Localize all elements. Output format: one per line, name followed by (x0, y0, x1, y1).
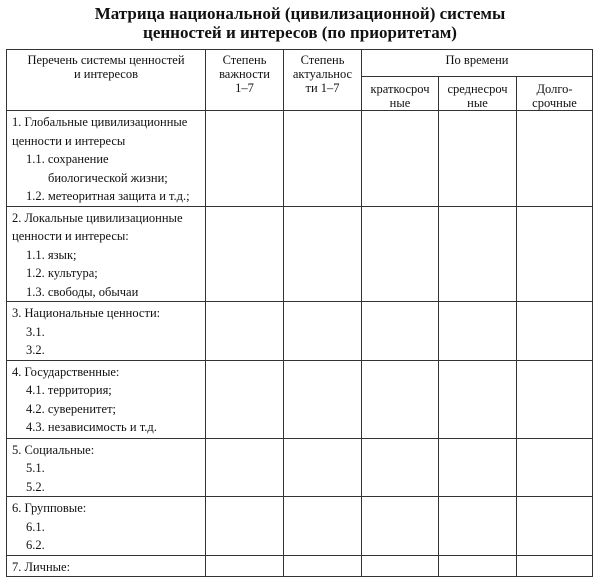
relevance-cell[interactable] (284, 206, 362, 302)
category-item: 3.2. (26, 343, 45, 357)
long-term-cell[interactable] (517, 111, 593, 207)
importance-cell[interactable] (206, 360, 284, 438)
long-term-cell[interactable] (517, 497, 593, 556)
category-item: 1.2. метеоритная защита и т.д.; (26, 189, 190, 203)
mid-term-cell[interactable] (439, 206, 517, 302)
category-item: 5.2. (26, 479, 45, 494)
importance-cell[interactable] (206, 206, 284, 302)
short-term-cell[interactable] (362, 555, 439, 577)
importance-cell[interactable] (206, 555, 284, 577)
category-item: биологической жизни; (48, 170, 168, 185)
category-title: 3. Национальные ценности: (12, 306, 161, 320)
long-term-cell[interactable] (517, 302, 593, 361)
header-long-term: Долго- срочные (517, 77, 593, 111)
category-item: 4.3. независимость и т.д. (26, 420, 157, 434)
mid-term-cell[interactable] (439, 555, 517, 577)
short-term-cell[interactable] (362, 360, 439, 438)
category-item: ценности и интересы (12, 133, 126, 148)
header-values-list: Перечень системы ценностей и интересов (7, 50, 206, 111)
category-item: ценности и интересы: (12, 229, 129, 243)
relevance-cell[interactable] (284, 302, 362, 361)
values-matrix-table (6, 49, 593, 577)
short-term-cell[interactable] (362, 497, 439, 556)
table-row (7, 206, 593, 302)
category-item: 4.2. суверенитет; (26, 401, 117, 416)
header-short-term: краткосроч ные (362, 77, 439, 111)
category-title: 5. Социальные: (12, 442, 95, 457)
header-mid-term: среднесроч ные (439, 77, 517, 111)
value-category-cell (7, 497, 206, 556)
header-importance: Степень важности 1–7 (206, 50, 284, 111)
category-title: 1. Глобальные цивилизационные (12, 115, 188, 129)
category-item: 1.1. сохранение (26, 152, 109, 166)
short-term-cell[interactable] (362, 111, 439, 207)
short-term-cell[interactable] (362, 302, 439, 361)
document-title (0, 4, 600, 42)
mid-term-cell[interactable] (439, 360, 517, 438)
table-row (7, 360, 593, 438)
category-item: 3.1. (26, 324, 45, 339)
mid-term-cell[interactable] (439, 497, 517, 556)
header-relevance: Степень актуальнос ти 1–7 (284, 50, 362, 111)
category-item: 4.1. территория; (26, 383, 112, 397)
short-term-cell[interactable] (362, 206, 439, 302)
table-row (7, 497, 593, 556)
relevance-cell[interactable] (284, 360, 362, 438)
short-term-cell[interactable] (362, 438, 439, 497)
long-term-cell[interactable] (517, 206, 593, 302)
category-item: 1.1. язык; (26, 247, 77, 262)
category-item: 1.2. культура; (26, 266, 98, 280)
value-category-cell (7, 438, 206, 497)
importance-cell[interactable] (206, 438, 284, 497)
relevance-cell[interactable] (284, 111, 362, 207)
table-row (7, 438, 593, 497)
category-title: 2. Локальные цивилизационные (12, 210, 183, 225)
importance-cell[interactable] (206, 497, 284, 556)
relevance-cell[interactable] (284, 497, 362, 556)
table-row (7, 111, 593, 207)
category-item: 6.2. (26, 538, 45, 552)
importance-cell[interactable] (206, 302, 284, 361)
table-row (7, 302, 593, 361)
category-item: 6.1. (26, 519, 45, 534)
long-term-cell[interactable] (517, 360, 593, 438)
long-term-cell[interactable] (517, 555, 593, 577)
long-term-cell[interactable] (517, 438, 593, 497)
category-title: 4. Государственные: (12, 364, 120, 379)
value-category-cell (7, 555, 206, 577)
category-title: 6. Групповые: (12, 501, 87, 515)
mid-term-cell[interactable] (439, 302, 517, 361)
category-item: 5.1. (26, 461, 45, 475)
value-category-cell (7, 302, 206, 361)
mid-term-cell[interactable] (439, 111, 517, 207)
category-title: 7. Личные: (12, 559, 71, 574)
importance-cell[interactable] (206, 111, 284, 207)
title-line: Матрица национальной (цивилизационной) системы (94, 4, 506, 23)
table-row (7, 555, 593, 577)
value-category-cell (7, 360, 206, 438)
relevance-cell[interactable] (284, 438, 362, 497)
header-by-time: По времени (362, 50, 593, 77)
title-line: ценностей и интересов (по приоритетам) (143, 23, 457, 42)
category-item: 1.3. свободы, обычаи (26, 284, 139, 299)
value-category-cell (7, 111, 206, 207)
relevance-cell[interactable] (284, 555, 362, 577)
mid-term-cell[interactable] (439, 438, 517, 497)
value-category-cell (7, 206, 206, 302)
